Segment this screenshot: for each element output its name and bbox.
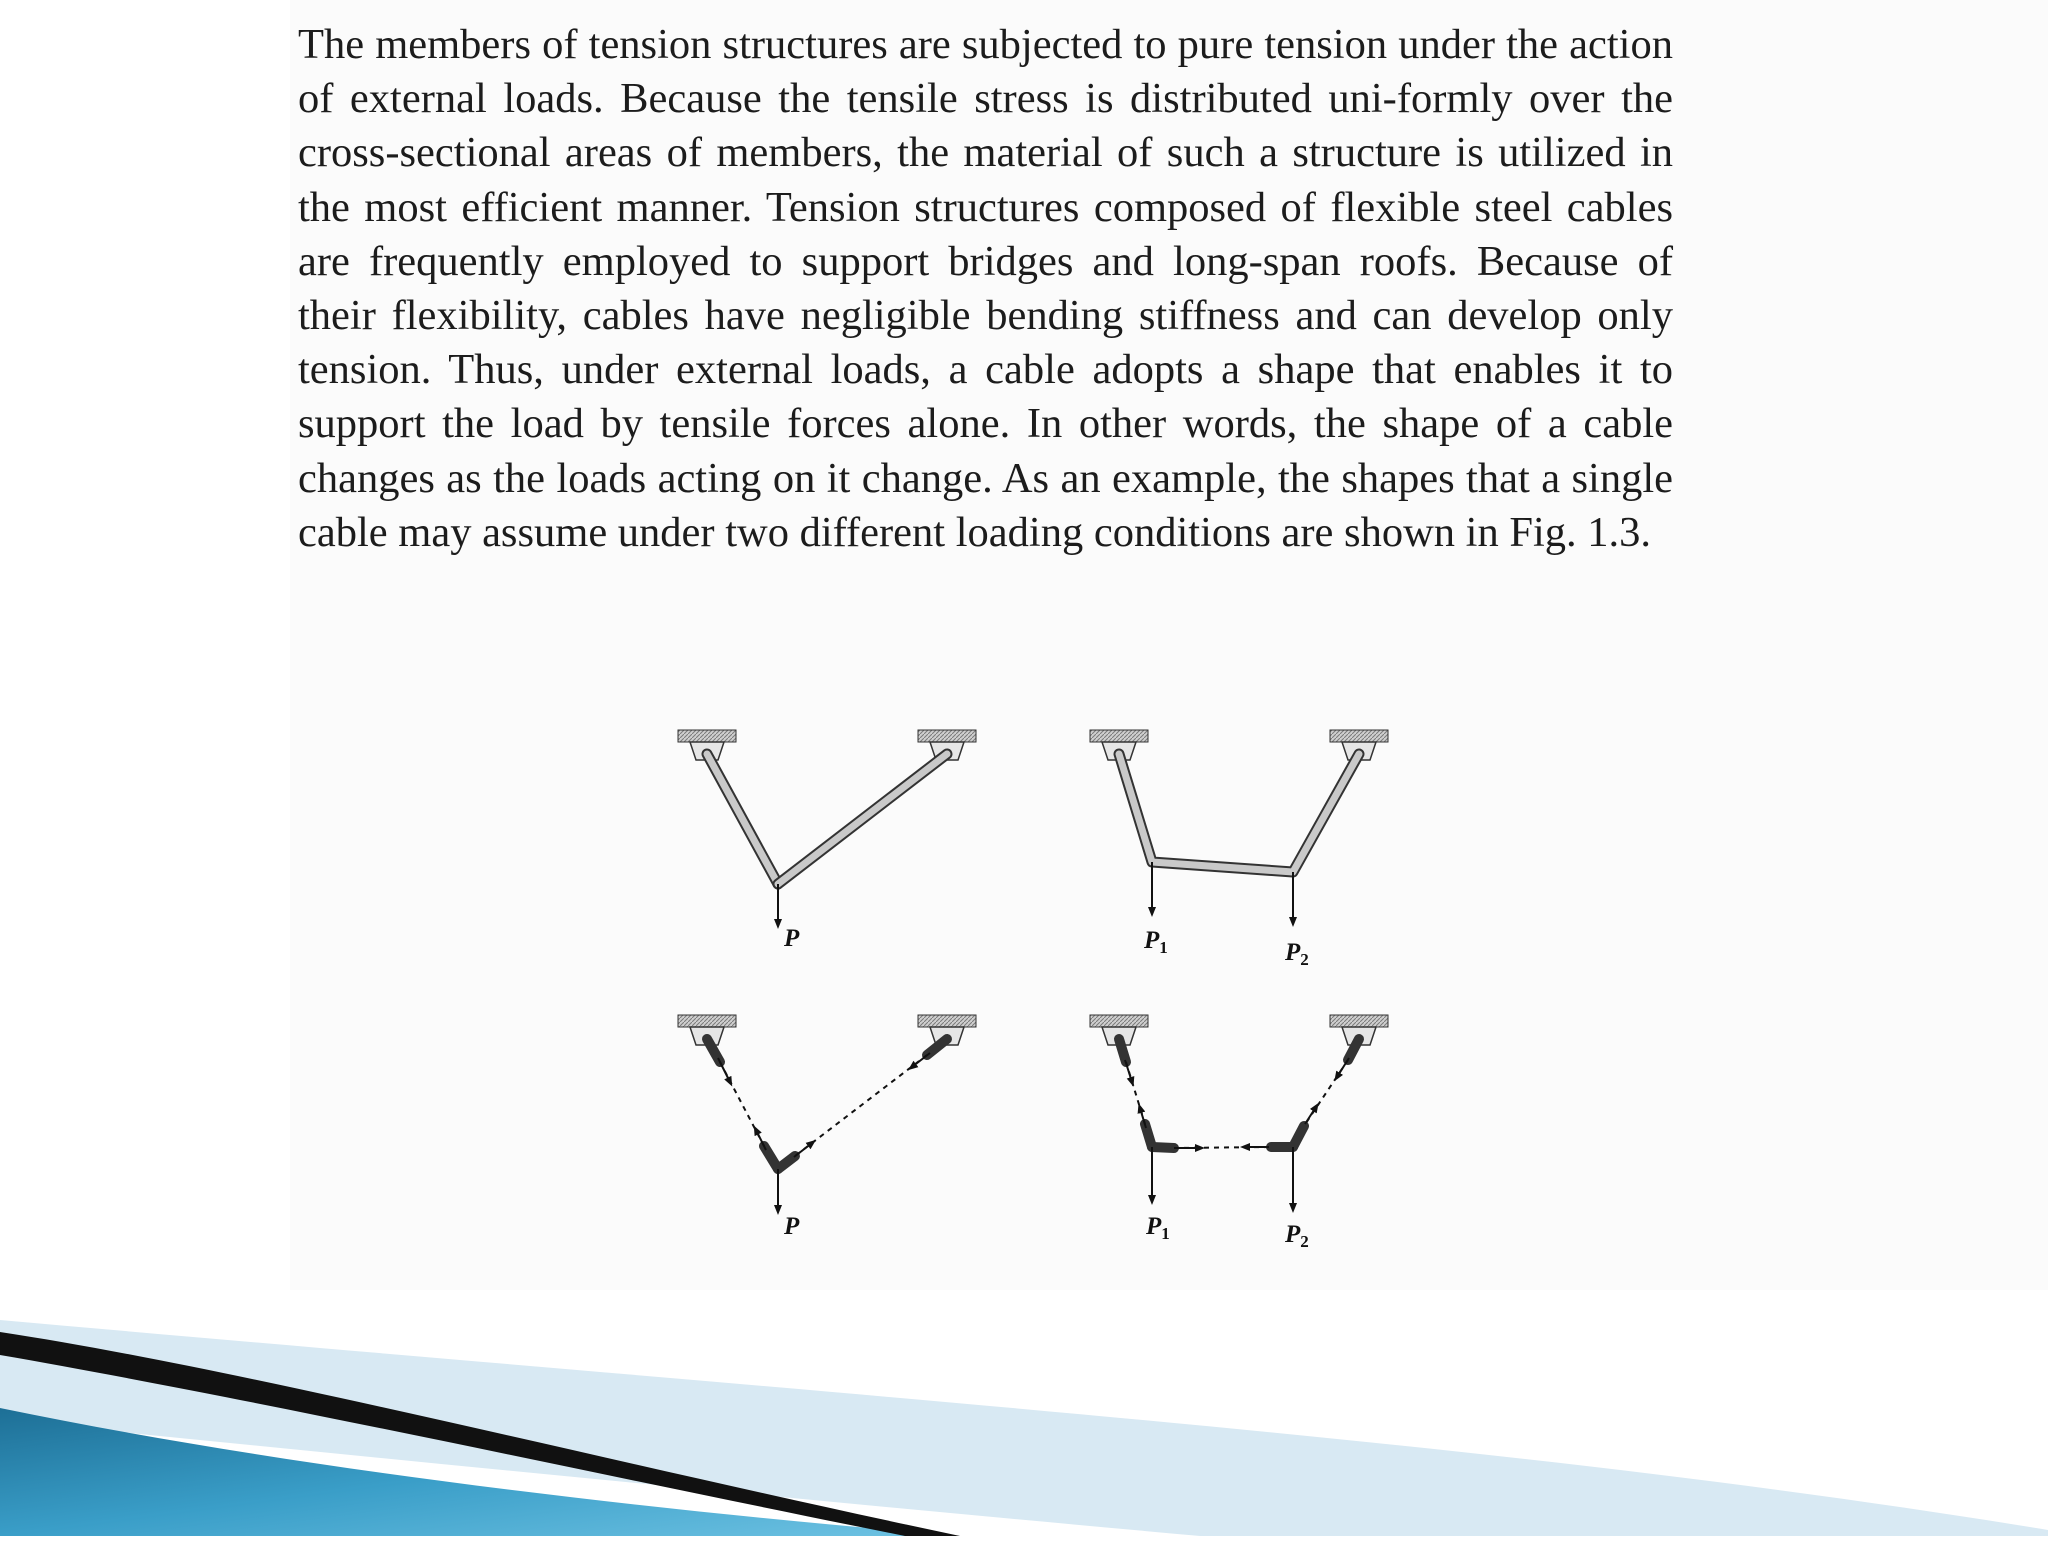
- swoosh-graphic: [0, 1260, 2048, 1536]
- cable-figure-drawing: [660, 710, 1420, 1290]
- two-load-free-body-diagram: [1090, 1015, 1388, 1251]
- load-label-p2: $P_2$: [1285, 1221, 1309, 1251]
- load-label-p1: $P_1$: [1144, 927, 1168, 957]
- load-label-p: P: [784, 925, 800, 952]
- tension-line: [795, 1055, 927, 1156]
- slide-corner-swoosh: [0, 1260, 2048, 1536]
- single-load-cable-diagram: [678, 730, 976, 952]
- body-paragraph: The members of tension structures are subjected to pure tension under the action of external loads. Because the tensile stress is distributed uni-formly over the cross-sectional areas of members, the material of such a structure is utilized in the most efficient manner. Tension structures composed of flexible steel cables are frequently employed to support bridges and long-span roofs. Because of their flexibility, cables have negligible bending stiffness and can develop only tension. Thus, under external loads, a cable adopts a shape that enables it to support the load by tensile forces alone. In other words, the shape of a cable changes as the loads acting on it change. As an example, the shapes that a single cable may assume under two different loading conditions are shown in Fig. 1.3.: [298, 21, 1673, 556]
- load-label-p1: $P_1$: [1146, 1213, 1170, 1243]
- cable-figure: [660, 710, 1420, 1290]
- load-label-p2: $P_2$: [1285, 939, 1309, 969]
- load-label-p: P: [784, 1213, 800, 1240]
- single-load-free-body-diagram: [678, 1015, 976, 1240]
- two-load-cable-diagram: [1090, 730, 1388, 969]
